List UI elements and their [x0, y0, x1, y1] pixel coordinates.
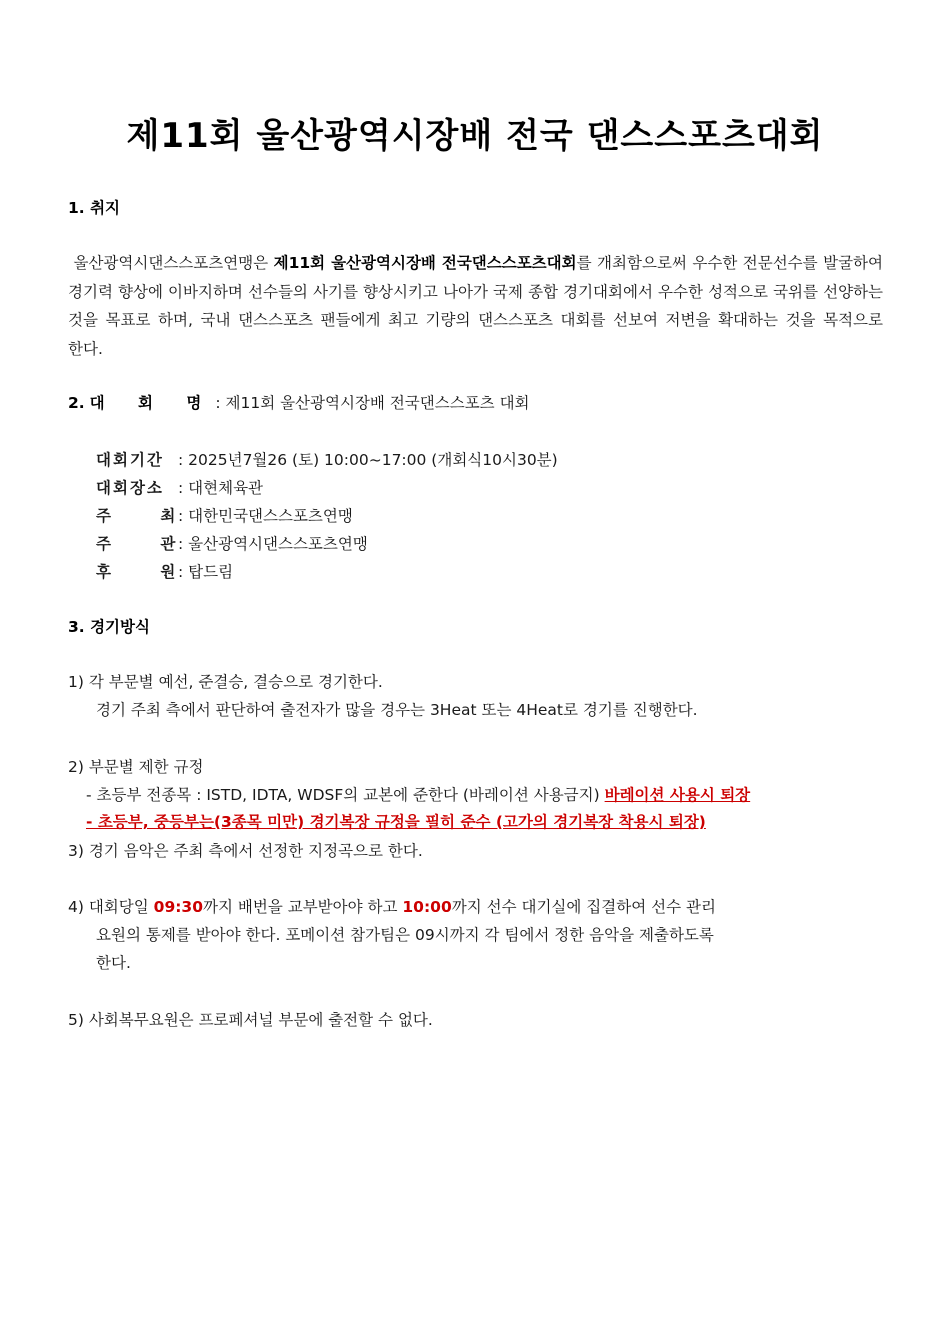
info-label-period: 대회기간 [96, 451, 164, 469]
section1-paragraph [68, 249, 883, 363]
section1-para-bold: 제11회 울산광역시장배 전국댄스스포츠대회 [273, 254, 577, 272]
info-row-organizer [96, 534, 368, 554]
item3-music: 3) 경기 음악은 주최 측에서 선정한 지정곡으로 한다. [68, 842, 423, 860]
item2-rule-elementary [86, 785, 750, 805]
section2-heading-value: : 제11회 울산광역시장배 전국댄스스포츠 대회 [215, 394, 530, 412]
info-value-period: : 2025년7월26 (토) 10:00~17:00 (개회식10시30분) [178, 451, 558, 469]
info-value-host: : 대한민국댄스스포츠연맹 [178, 507, 353, 525]
info-label-organizer: 주 관 [96, 535, 176, 553]
item2-rule-elementary-text: - 초등부 전종목 : ISTD, IDTA, WDSF의 교본에 준한다 (바레이션 사용금지) [86, 786, 605, 804]
page-title: 제11회 울산광역시장배 전국 댄스스포츠대회 [126, 116, 824, 156]
section2-heading-num: 2. [68, 394, 85, 412]
info-value-sponsor: : 탑드림 [178, 563, 234, 581]
info-row-sponsor [96, 562, 233, 582]
section1-para-pre: 울산광역시댄스스포츠연맹은 [73, 254, 274, 272]
info-row-host [96, 506, 353, 526]
item4-mid: 까지 배번을 교부받아야 하고 [203, 898, 403, 916]
section1-heading: 1. 취지 [68, 199, 121, 217]
info-label-sponsor: 후 원 [96, 563, 176, 581]
info-row-period [96, 450, 558, 470]
info-row-venue [96, 478, 263, 498]
item4-pre: 4) 대회당일 [68, 898, 154, 916]
item4-time-assembly: 10:00 [402, 898, 452, 916]
section2-heading-label: 대 회 명 [89, 394, 216, 412]
section2-heading [68, 393, 530, 413]
item2-heading: 2) 부문별 제한 규정 [68, 758, 204, 776]
item1-line1: 1) 각 부문별 예선, 준결승, 결승으로 경기한다. [68, 673, 383, 691]
info-label-venue: 대회장소 [96, 479, 164, 497]
section3-heading: 3. 경기방식 [68, 618, 150, 636]
item4-post: 까지 선수 대기실에 집결하여 선수 관리 [451, 898, 716, 916]
info-label-host: 주 최 [96, 507, 176, 525]
item2-rule-elementary-warning: 바레이션 사용시 퇴장 [604, 786, 751, 804]
info-value-organizer: : 울산광역시댄스스포츠연맹 [178, 535, 368, 553]
item5-social-service: 5) 사회복무요원은 프로페셔널 부문에 출전할 수 없다. [68, 1011, 433, 1029]
item4-line3: 한다. [96, 954, 131, 972]
info-value-venue: : 대현체육관 [178, 479, 264, 497]
item2-rule-dress-code: - 초등부, 중등부는(3종목 미만) 경기복장 규정을 필히 준수 (고가의 경기복장 착용시 퇴장) [86, 813, 706, 831]
item4-line1 [68, 897, 716, 917]
item4-time-bib: 09:30 [153, 898, 203, 916]
item4-line2: 요원의 통제를 받아야 한다. 포메이션 참가팀은 09시까지 각 팀에서 정한 음악을 제출하도록 [96, 926, 714, 944]
item1-line2: 경기 주최 측에서 판단하여 출전자가 많을 경우는 3Heat 또는 4Heat로 경기를 진행한다. [96, 701, 698, 719]
section1-para-post: 를 개최함으로써 우수한 전문선수를 발굴하여 경기력 향상에 이바지하며 선수들의 사기를 향상시키고 나아가 국제 종합 경기대회에서 우수한 성적으로 국위를 선양하는 것을 목표로 하며, 국내 댄스스포츠 팬들에게 최고 기량의 댄스스포츠 대회를 선보여 저변을 확대하는 것을 목적으로 한다. [68, 254, 884, 358]
